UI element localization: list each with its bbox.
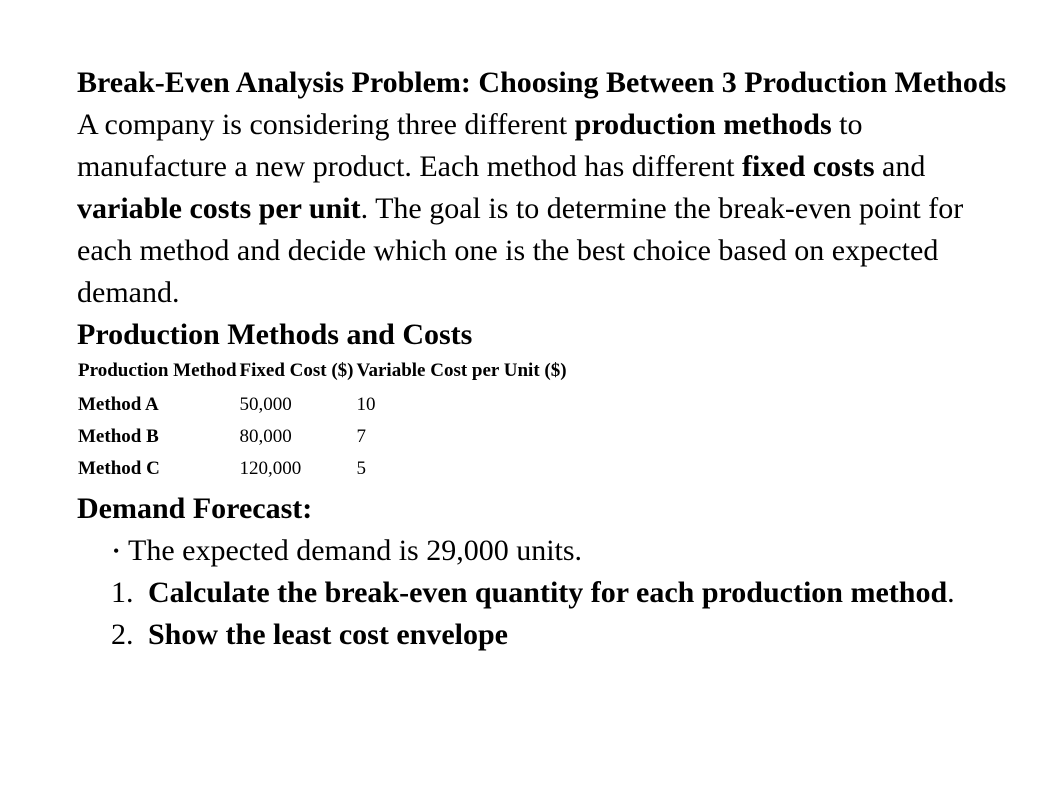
variable-cost-cell: 5 xyxy=(356,458,366,479)
list-item xyxy=(111,572,1007,614)
intro-paragraph xyxy=(77,104,1007,314)
fixed-cost-cell: 50,000 xyxy=(239,394,292,415)
task-number: 2. xyxy=(111,618,134,651)
intro-bold-fixed-costs: fixed costs xyxy=(742,150,875,183)
table-header-row xyxy=(78,356,570,388)
intro-text-3: and xyxy=(874,150,926,183)
column-header-method: Production Method xyxy=(78,360,237,381)
table-row xyxy=(78,420,570,452)
variable-cost-cell: 10 xyxy=(356,394,376,415)
demand-text: The expected demand is 29,000 units. xyxy=(128,534,583,567)
task-text: Show the least cost envelope xyxy=(148,618,508,651)
column-header-fixed-cost: Fixed Cost ($) xyxy=(239,360,354,381)
list-item xyxy=(111,530,1007,572)
intro-text-2: to manufacture a new product. Each method has different xyxy=(77,108,863,183)
intro-text-1: A company is considering three different xyxy=(77,108,575,141)
fixed-cost-cell: 80,000 xyxy=(239,426,292,447)
intro-text-4: . The goal is to determine the break-even point for each method and decide which one is the best choice based on expected demand. xyxy=(77,192,964,309)
task-list xyxy=(77,572,1007,656)
costs-table xyxy=(78,356,570,484)
task-text: Calculate the break-even quantity for each production method xyxy=(148,576,948,609)
bullet-dot-icon: • xyxy=(113,541,120,561)
method-cell: Method C xyxy=(78,458,160,479)
document-page xyxy=(77,62,1007,656)
table-row xyxy=(78,452,570,484)
method-cell: Method B xyxy=(78,426,159,447)
method-cell: Method A xyxy=(78,394,159,415)
demand-list xyxy=(77,530,1007,572)
intro-bold-variable-costs: variable costs per unit xyxy=(77,192,361,225)
table-row xyxy=(78,388,570,420)
page-title: Break-Even Analysis Problem: Choosing Between 3 Production Methods xyxy=(77,66,1007,99)
task-number: 1. xyxy=(111,576,134,609)
demand-heading: Demand Forecast: xyxy=(77,492,313,525)
variable-cost-cell: 7 xyxy=(356,426,366,447)
costs-heading: Production Methods and Costs xyxy=(77,318,473,351)
fixed-cost-cell: 120,000 xyxy=(239,458,302,479)
task-tail: . xyxy=(947,576,955,609)
list-item xyxy=(111,614,1007,656)
intro-bold-production-methods: production methods xyxy=(574,108,832,141)
column-header-variable-cost: Variable Cost per Unit ($) xyxy=(356,360,567,381)
